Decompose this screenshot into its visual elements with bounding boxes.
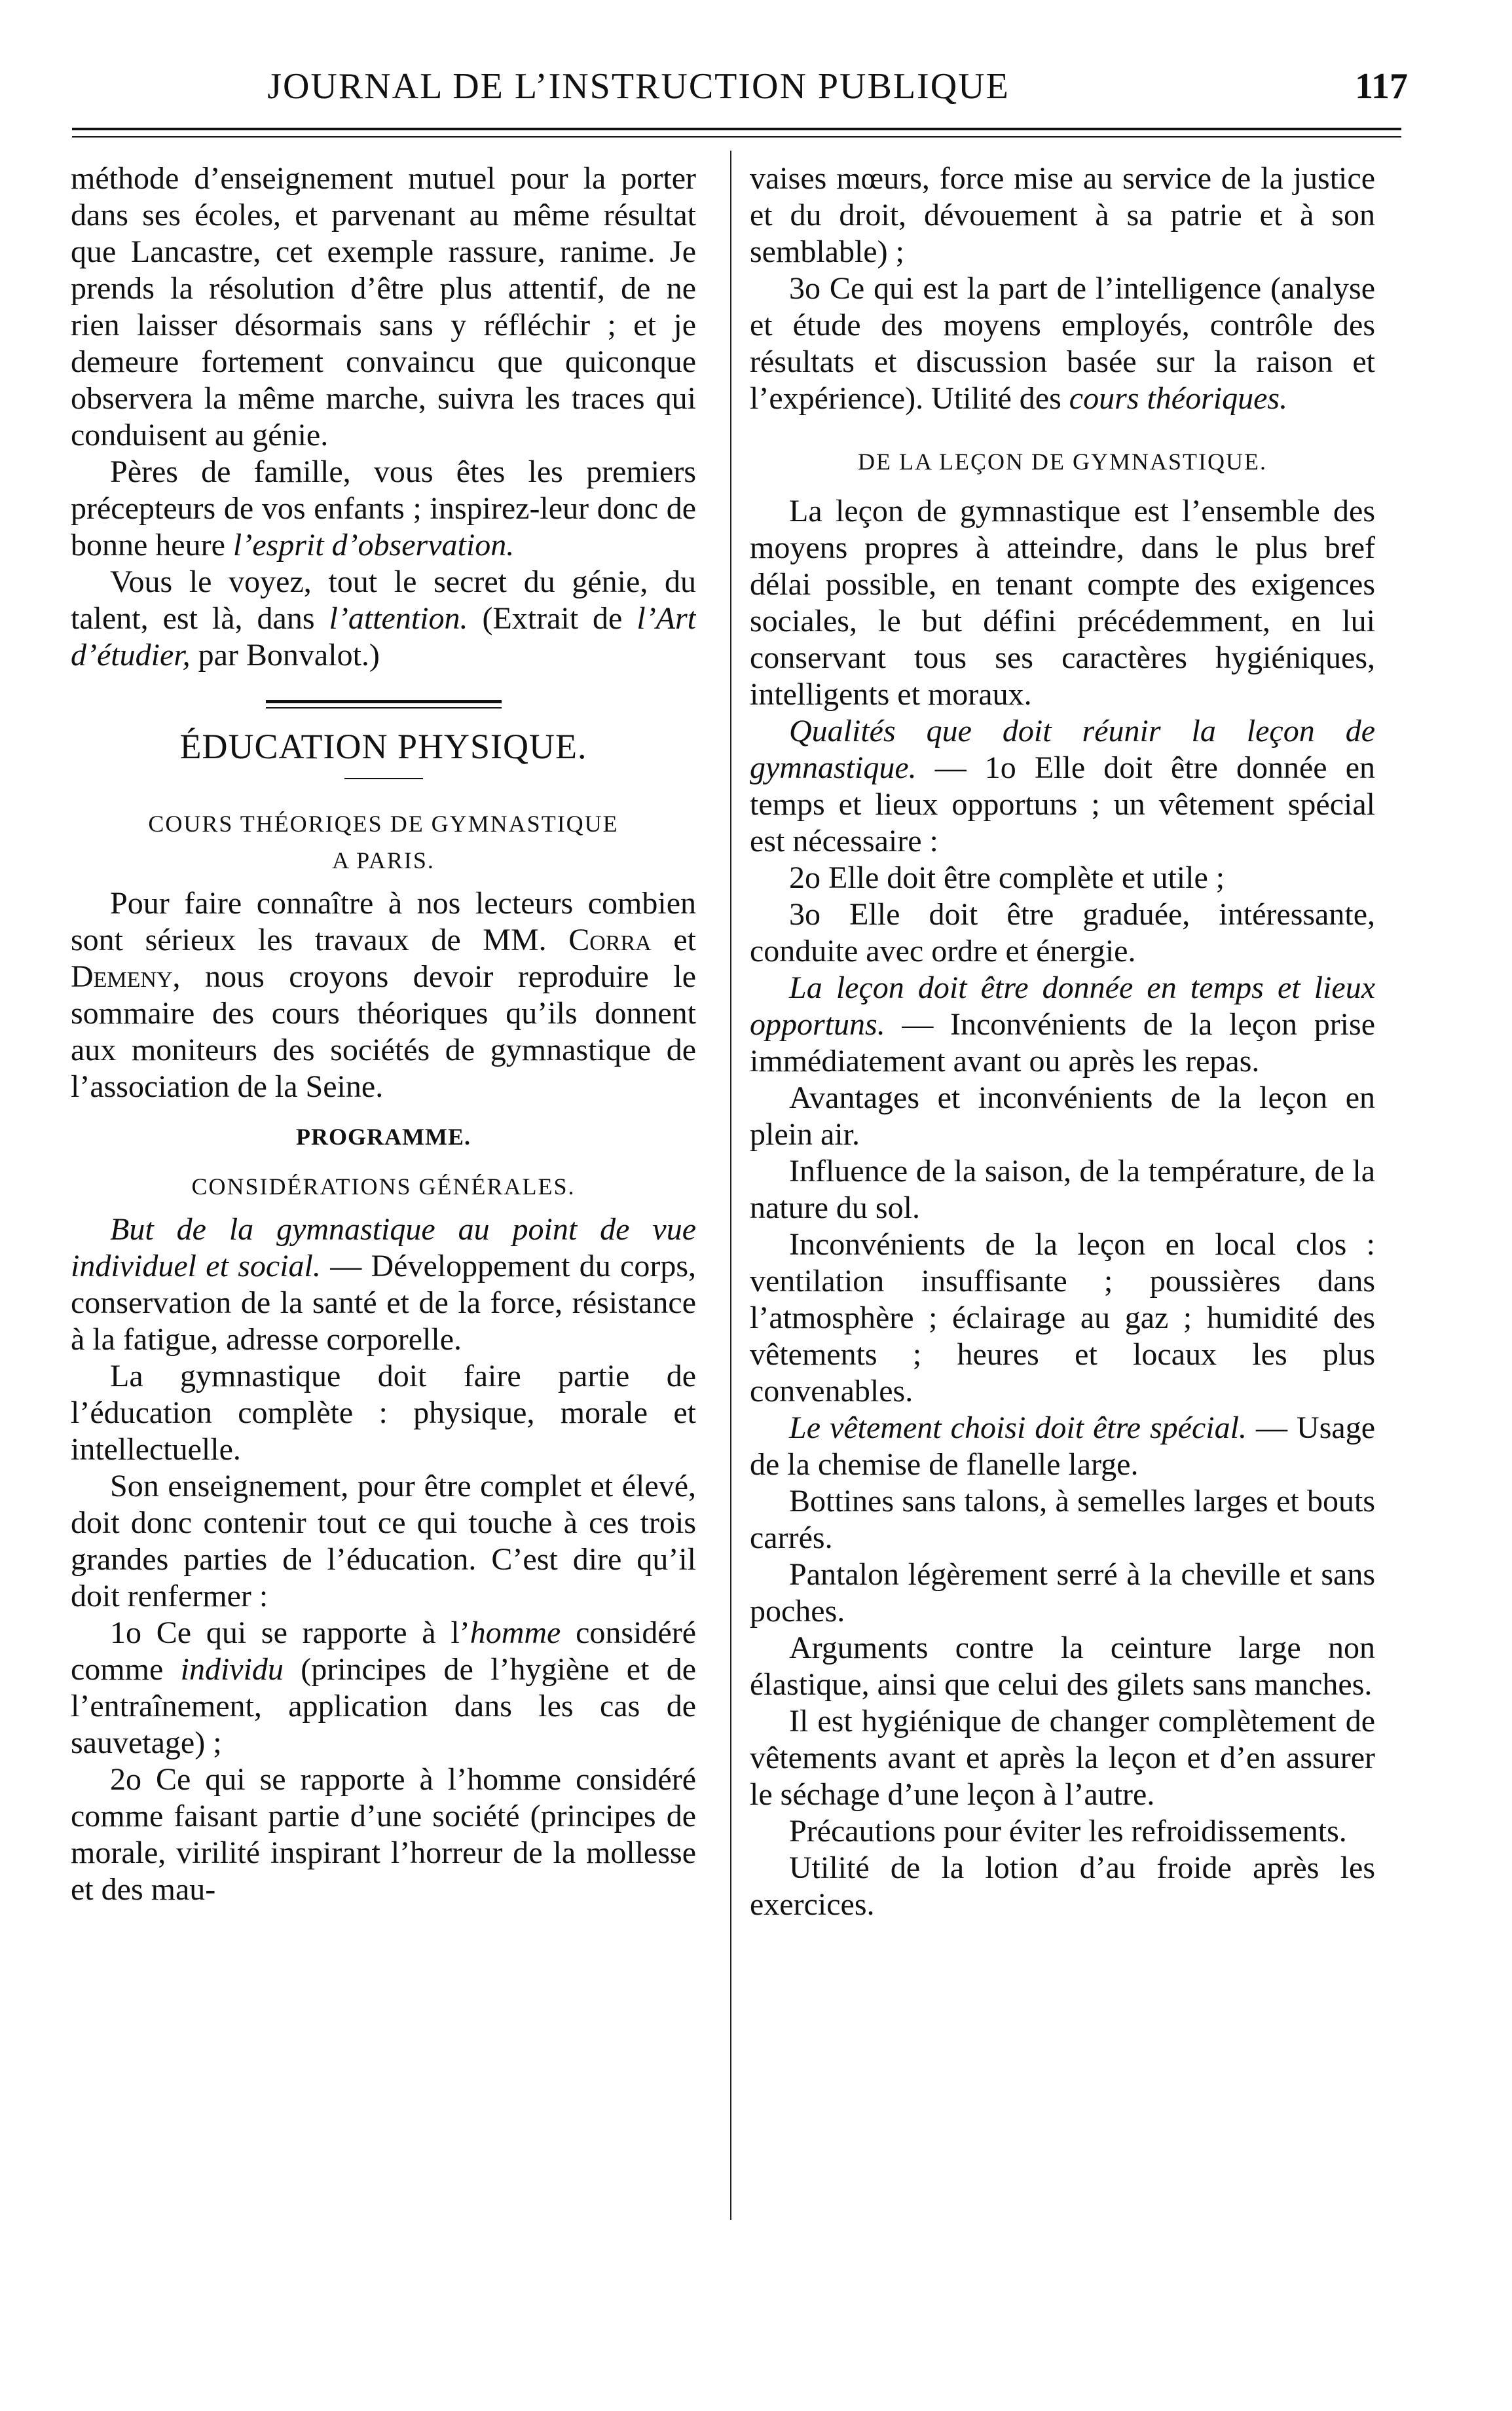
right-column — [750, 160, 1375, 2243]
page-number: 117 — [1355, 66, 1408, 107]
text: (principes de l’hygiène et de l’entraînement, application dans les cas de sauvetage) ; — [71, 1652, 696, 1760]
italic-text: l’esprit d’observation. — [232, 528, 515, 562]
subheading: DE LA LEÇON DE GYMNASTIQUE. — [858, 449, 1267, 475]
paragraph: 2o Elle doit être complète et utile ; — [789, 860, 1225, 895]
subheading: A PARIS. — [332, 847, 435, 874]
paragraph: Son enseignement, pour être complet et élevé, doit donc contenir tout ce qui touche à ces trois grandes parties de l’éducation. C’est dire qu’il doit renfermer : — [71, 1469, 696, 1613]
text: 1o Ce qui se rapporte à l’ — [110, 1615, 470, 1650]
italic-text: But de la gymnastique au point de vue individuel et social. — [71, 1212, 696, 1283]
section-separator — [266, 700, 502, 709]
text: Vous le voyez, tout le secret du génie, du talent, est là, dans — [71, 564, 696, 636]
paragraph — [750, 270, 1375, 417]
text: 3o Ce qui est la part de l’intelligence (analyse et étude des moyens employés, contrôle des résultats et discussion basée sur la raison et l’expérience). Utilité des — [750, 271, 1375, 416]
italic-text: l’Art d’étudier, — [71, 601, 696, 672]
paragraph — [750, 713, 1375, 860]
text: Pères de famille, vous êtes les premiers précepteurs de vos enfants ; inspirez-leur donc de bonne heure — [71, 454, 696, 562]
paragraph — [71, 885, 696, 1105]
paragraph: Arguments contre la ceinture large non élastique, ainsi que celui des gilets sans manches. — [750, 1630, 1375, 1702]
subheading: COURS THÉORIQES DE GYMNASTIQUE — [148, 811, 619, 837]
name-text: Demeny — [71, 959, 173, 994]
italic-text: La leçon doit être donnée en temps et lieux opportuns. — [750, 970, 1375, 1042]
text: — 1o Elle doit être donnée en temps et lieux opportuns ; un vêtement spécial est nécessaire : — [750, 750, 1375, 858]
paragraph: méthode d’enseignement mutuel pour la porter dans ses écoles, et parvenant au même résultat que Lancastre, cet exemple rassure, ranime. Je prends la résolution d’être plus attentif, de ne rien laisser désormais sans y réfléchir ; et je demeure fortement convaincu que quiconque observera la même marche, suivra les traces qui conduisent au génie. — [71, 161, 696, 452]
text: — Usage de la chemise de flanelle large. — [750, 1410, 1375, 1482]
paragraph: La gymnastique doit faire partie de l’éducation complète : physique, morale et intellectuelle. — [71, 1359, 696, 1467]
subheading: CONSIDÉRATIONS GÉNÉRALES. — [191, 1173, 576, 1200]
section-title: ÉDUCATION PHYSIQUE. — [179, 727, 587, 766]
paragraph — [71, 564, 696, 674]
paragraph: Influence de la saison, de la température, de la nature du sol. — [750, 1154, 1375, 1225]
paragraph: Pantalon légèrement serré à la cheville et sans poches. — [750, 1557, 1375, 1629]
text: considéré comme — [71, 1615, 696, 1687]
paragraph — [750, 970, 1375, 1080]
text: — Inconvénients de la leçon prise immédiatement avant ou après les repas. — [750, 1007, 1375, 1078]
running-header — [65, 59, 1408, 118]
paragraph: vaises mœurs, force mise au service de la justice et du droit, dévouement à sa patrie et à son semblable) ; — [750, 161, 1375, 269]
programme-heading: PROGRAMME. — [296, 1124, 471, 1150]
title-rule — [344, 778, 423, 779]
header-rule-thin — [72, 136, 1401, 138]
text: — Développement du corps, conservation de la santé et de la force, résistance à la fatigue, adresse corporelle. — [71, 1249, 696, 1357]
journal-title: JOURNAL DE L’INSTRUCTION PUBLIQUE — [267, 66, 1010, 107]
text: Pour faire connaître à nos lecteurs combien sont sérieux les travaux de MM. — [71, 886, 696, 957]
paragraph — [750, 1410, 1375, 1483]
italic-text: homme — [470, 1615, 561, 1650]
paragraph: Avantages et inconvénients de la leçon en plein air. — [750, 1080, 1375, 1152]
left-column — [71, 160, 696, 2243]
paragraph: Il est hygiénique de changer complètement de vêtements avant et après la leçon et d’en assurer le séchage d’une leçon à l’autre. — [750, 1704, 1375, 1812]
paragraph: Inconvénients de la leçon en local clos : ventilation insuffisante ; poussières dans l’atmosphère ; éclairage au gaz ; humidité des vêtements ; heures et locaux les plus convenables. — [750, 1227, 1375, 1408]
italic-text: Qualités que doit réunir la leçon de gymnastique. — [750, 714, 1375, 785]
text: par Bonvalot.) — [190, 638, 380, 672]
italic-text: individu — [180, 1652, 284, 1687]
paragraph: La leçon de gymnastique est l’ensemble des moyens propres à atteindre, dans le plus bref délai possible, en tenant compte des exigences sociales, le but défini précédemment, en lui conservant tous ses caractères hygiéniques, intelligents et moraux. — [750, 494, 1375, 712]
paragraph: 2o Ce qui se rapporte à l’homme considéré comme faisant partie d’une société (principes de morale, virilité inspirant l’horreur de la mollesse et des mau- — [71, 1762, 696, 1907]
paragraph — [71, 1211, 696, 1358]
italic-text: cours théoriques. — [1069, 381, 1288, 416]
paragraph: Précautions pour éviter les refroidissements. — [789, 1814, 1347, 1849]
italic-text: l’attention. — [329, 601, 468, 636]
text: (Extrait de — [468, 601, 637, 636]
paragraph: Utilité de la lotion d’au froide après les exercices. — [750, 1850, 1375, 1922]
paragraph: Bottines sans talons, à semelles larges et bouts carrés. — [750, 1484, 1375, 1555]
paragraph — [71, 1615, 696, 1761]
text: , nous croyons devoir reproduire le sommaire des cours théoriques qu’ils donnent aux moniteurs des sociétés de gymnastique de l’association de la Seine. — [71, 959, 696, 1104]
paragraph: 3o Elle doit être graduée, intéressante, conduite avec ordre et énergie. — [750, 897, 1375, 968]
paragraph — [71, 454, 696, 564]
header-rule — [72, 128, 1401, 130]
text: et — [651, 923, 696, 957]
italic-text: Le vêtement choisi doit être spécial. — [789, 1410, 1247, 1445]
name-text: Corra — [568, 923, 652, 957]
column-divider — [730, 151, 731, 2220]
